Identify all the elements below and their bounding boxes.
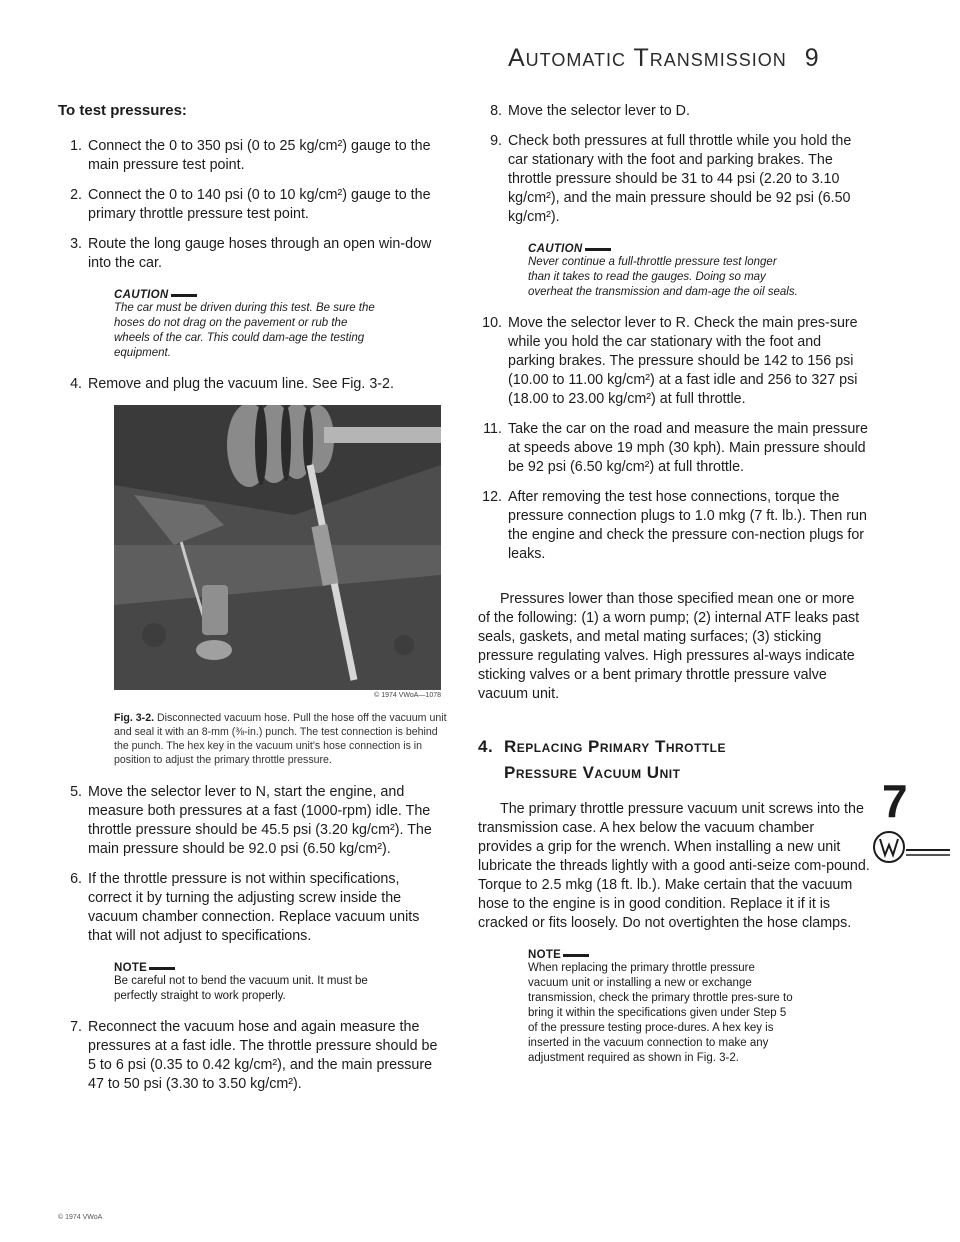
step-10	[478, 314, 870, 409]
section-tab-number: 7	[882, 775, 908, 827]
caution-box-1	[114, 289, 384, 361]
page-number: 9	[804, 44, 820, 72]
step-8	[478, 102, 870, 121]
step-number: 9.	[490, 133, 502, 149]
caution-box-2	[528, 243, 798, 300]
figure-caption	[114, 711, 450, 767]
step-number: 2.	[70, 187, 82, 203]
copyright-footer: © 1974 VWoA	[58, 1214, 103, 1221]
paragraph-vacuum-unit: The primary throttle pressure vacuum unit screws into the transmission case. A hex below the vacuum chamber provides a grip for the wrench. When installing a new unit lubricate the threads lightly with a good anti-seize com-pound. Torque to 2.5 mkg (18 ft. lb.). Make certain that the vacuum hose to the engine is in good condition. Replace it if it is cracked or fits loosely. Do not overtighten the hose clamps.	[478, 801, 870, 931]
step-number: 1.	[70, 138, 82, 154]
step-text: After removing the test hose connections, torque the pressure connection plugs to 1.0 mkg (7 ft. lb.). Then run the engine and check the pressure con-nection plugs for leaks.	[508, 489, 867, 562]
note-box-2	[528, 949, 798, 1066]
step-5	[58, 783, 438, 859]
step-text: Move the selector lever to D.	[508, 103, 690, 119]
step-number: 7.	[70, 1019, 82, 1035]
note-label-text: NOTE	[114, 962, 148, 974]
running-head-title: Automatic Transmission	[508, 44, 787, 72]
figure-caption-text: Disconnected vacuum hose. Pull the hose off the vacuum unit and seal it with an 8-mm (⅜-in.) punch. The test connection is behind the punch. The hex key in the vacuum unit's hose connection is in position to adjust the primary throttle pressure.	[114, 712, 447, 766]
note-text: When replacing the primary throttle pressure vacuum unit or installing a new or exchange transmission, check the primary throttle pres-sure to bring it within the specifications given under Step 5 of the pressure testing proce-dures. A hex key is inserted in the vacuum connection to make any adjustment required as shown in Fig. 3-2.	[528, 962, 793, 1064]
caution-label-text: CAUTION	[114, 289, 169, 301]
note-box-1	[114, 962, 384, 1004]
section-title-line-2: Pressure Vacuum Unit	[504, 763, 681, 782]
step-text: Route the long gauge hoses through an open win-dow into the car.	[88, 236, 432, 271]
step-9	[478, 132, 870, 227]
paragraph-pressure-causes: Pressures lower than those specified mean one or more of the following: (1) a worn pump; (2) internal ATF leaks past seals, gaskets, and metal mating surfaces; (3) sticking pressure regulating valves. High pressures al-ways indicate sticking valves or a bent primary throttle pressure valve vacuum unit.	[478, 591, 860, 702]
step-2	[58, 186, 438, 224]
step-11	[478, 420, 870, 477]
label-rule	[171, 294, 197, 297]
note-label-text: NOTE	[528, 949, 562, 961]
step-number: 8.	[490, 103, 502, 119]
caution-text: The car must be driven during this test. Be sure the hoses do not drag on the pavement or rub the wheels of the car. This could dam-age the testing equipment.	[114, 302, 375, 359]
step-text: Reconnect the vacuum hose and again measure the pressures at a fast idle. The throttle pressure should be 5 to 6 psi (0.35 to 0.42 kg/cm²), and the main pressure 47 to 50 psi (3.30 to 3.50 kg/cm²).	[88, 1019, 438, 1092]
label-rule	[149, 967, 175, 970]
caution-label	[528, 243, 798, 255]
step-text: Connect the 0 to 350 psi (0 to 25 kg/cm²) gauge to the main pressure test point.	[88, 138, 431, 173]
caution-text: Never continue a full-throttle pressure test longer than it takes to read the gauges. Doing so may overheat the transmission and dam-age the oil seals.	[528, 256, 798, 298]
step-3	[58, 235, 438, 273]
step-number: 5.	[70, 784, 82, 800]
note-label	[114, 962, 384, 974]
label-rule	[585, 248, 611, 251]
running-head	[508, 44, 848, 73]
step-1	[58, 137, 438, 175]
step-text: If the throttle pressure is not within specifications, correct it by turning the adjusting screw inside the vacuum chamber connection. Replace vacuum units that will not adjust to specifications.	[88, 871, 420, 944]
caution-label-text: CAUTION	[528, 243, 583, 255]
label-rule	[563, 954, 589, 957]
caution-label	[114, 289, 384, 301]
step-12	[478, 488, 870, 564]
note-text: Be careful not to bend the vacuum unit. It must be perfectly straight to work properly.	[114, 975, 368, 1002]
step-number: 10.	[482, 315, 502, 331]
step-number: 3.	[70, 236, 82, 252]
step-7	[58, 1018, 438, 1094]
step-4	[58, 375, 438, 394]
step-number: 6.	[70, 871, 82, 887]
step-text: Take the car on the road and measure the main pressure at speeds above 19 mph (30 kph). Main pressure should be 92 psi (6.50 kg/cm²) at full throttle.	[508, 421, 869, 475]
vw-logo-icon	[872, 830, 952, 864]
step-text: Remove and plug the vacuum line. See Fig. 3-2.	[88, 376, 394, 392]
step-number: 11.	[483, 421, 502, 437]
vacuum-unit-photo-illustration	[114, 405, 441, 690]
figure-credit: © 1974 VWoA—1078	[374, 692, 441, 699]
step-6	[58, 870, 438, 946]
section-index: 4.	[478, 737, 494, 756]
step-number: 4.	[70, 376, 82, 392]
step-number: 12.	[482, 489, 502, 505]
subheading-test-pressures: To test pressures:	[58, 102, 187, 119]
step-text: Move the selector lever to N, start the engine, and measure both pressures at a fast (1000-rpm) idle. The throttle pressure should be 45.5 psi (3.20 kg/cm²). The main pressure should be 92.0 psi (6.50 kg/cm²).	[88, 784, 432, 857]
note-label	[528, 949, 798, 961]
step-text: Connect the 0 to 140 psi (0 to 10 kg/cm²) gauge to the primary throttle pressure test point.	[88, 187, 431, 222]
step-text: Check both pressures at full throttle while you hold the car stationary with the foot and parking brakes. The throttle pressure should be 31 to 44 psi (2.20 to 3.10 kg/cm²), and the main pressure should be 92 psi (6.50 kg/cm²).	[508, 133, 852, 225]
right-column	[478, 102, 870, 1080]
figure-caption-label: Fig. 3-2.	[114, 712, 155, 724]
left-column	[58, 102, 447, 1105]
section-heading	[478, 734, 870, 786]
figure-vacuum-hose-photo	[114, 405, 441, 690]
section-title-line-1: Replacing Primary Throttle	[504, 737, 726, 756]
step-text: Move the selector lever to R. Check the main pres-sure while you hold the car stationary with the foot and parking brakes. The pressure should be 142 to 156 psi (10.00 to 11.00 kg/cm²) at a fast idle and 256 to 327 psi (18.00 to 23.00 kg/cm²) at full throttle.	[508, 315, 858, 407]
